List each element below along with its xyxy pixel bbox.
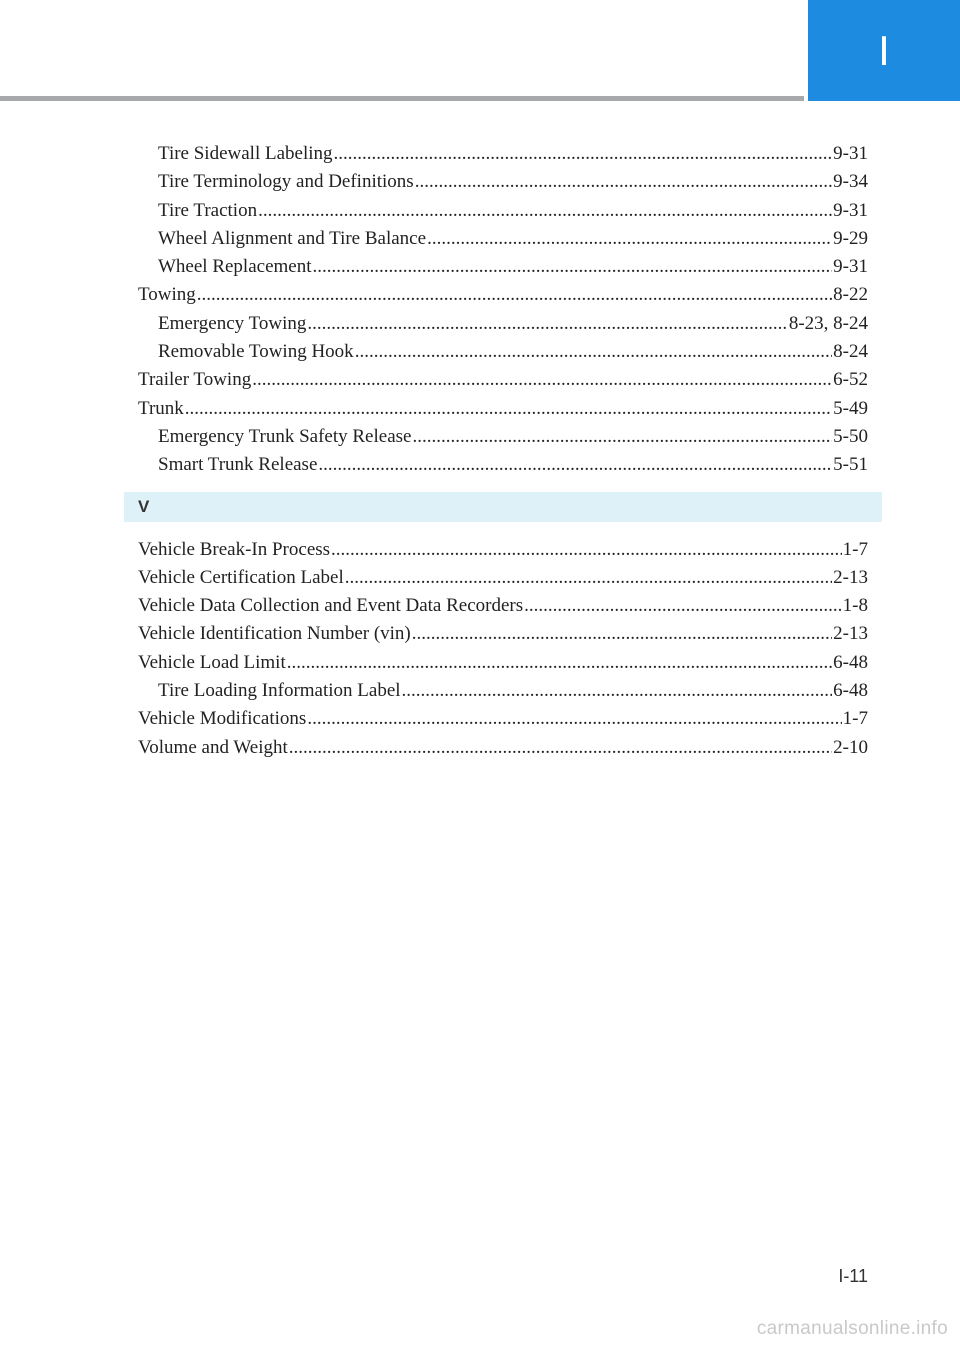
index-entry xyxy=(138,310,868,338)
entry-page-ref: 1-7 xyxy=(842,708,868,730)
section-tab xyxy=(808,0,960,101)
dot-leader xyxy=(287,649,832,677)
dot-leader xyxy=(258,197,832,225)
dot-leader xyxy=(307,705,841,733)
letter-heading-v xyxy=(124,492,882,522)
dot-leader xyxy=(345,564,832,592)
dot-leader xyxy=(185,395,832,423)
entry-page-ref: 1-7 xyxy=(842,538,868,560)
entry-label: Trailer Towing xyxy=(138,369,252,391)
dot-leader xyxy=(412,423,832,451)
entry-label: Trunk xyxy=(138,397,184,419)
dot-leader xyxy=(415,168,832,196)
dot-leader xyxy=(402,677,833,705)
entry-label: Tire Traction xyxy=(158,199,258,221)
entry-label: Vehicle Data Collection and Event Data Recorders xyxy=(138,595,524,617)
index-entry xyxy=(138,253,868,281)
index-entry xyxy=(138,592,868,620)
index-entry xyxy=(138,451,868,479)
index-entry xyxy=(138,366,868,394)
dot-leader xyxy=(334,140,833,168)
entry-page-ref: 9-29 xyxy=(833,227,868,249)
index-entry xyxy=(138,281,868,309)
index-entry xyxy=(138,197,868,225)
index-entry xyxy=(138,395,868,423)
entry-label: Emergency Towing xyxy=(158,312,307,334)
entry-page-ref: 2-13 xyxy=(833,566,868,588)
entry-label: Tire Terminology and Definitions xyxy=(158,171,414,193)
letter-heading-label: V xyxy=(138,496,150,516)
dot-leader xyxy=(289,734,832,762)
entry-page-ref: 1-8 xyxy=(842,595,868,617)
index-group-t xyxy=(138,140,868,480)
dot-leader xyxy=(252,366,832,394)
entry-page-ref: 8-22 xyxy=(833,284,868,306)
dot-leader xyxy=(197,281,832,309)
entry-page-ref: 2-13 xyxy=(833,623,868,645)
entry-label: Vehicle Modifications xyxy=(138,708,307,730)
entry-page-ref: 6-48 xyxy=(833,680,868,702)
entry-page-ref: 2-10 xyxy=(833,736,868,758)
index-entry xyxy=(138,564,868,592)
entry-label: Vehicle Load Limit xyxy=(138,651,286,673)
index-entry xyxy=(138,338,868,366)
index-entry xyxy=(138,734,868,762)
entry-page-ref: 5-50 xyxy=(833,425,868,447)
entry-label: Vehicle Certification Label xyxy=(138,566,344,588)
dot-leader xyxy=(524,592,842,620)
entry-label: Towing xyxy=(138,284,196,306)
entry-page-ref: 6-48 xyxy=(833,651,868,673)
index-entry xyxy=(138,620,868,648)
entry-label: Vehicle Identification Number (vin) xyxy=(138,623,411,645)
index-list xyxy=(138,140,868,762)
section-letter: I xyxy=(878,26,890,74)
dot-leader xyxy=(307,310,787,338)
entry-label: Smart Trunk Release xyxy=(158,454,318,476)
index-entry xyxy=(138,705,868,733)
index-entry xyxy=(138,677,868,705)
dot-leader xyxy=(412,620,832,648)
index-entry xyxy=(138,536,868,564)
dot-leader xyxy=(331,536,842,564)
dot-leader xyxy=(427,225,832,253)
entry-label: Tire Loading Information Label xyxy=(158,680,401,702)
page-number: I-11 xyxy=(838,1266,868,1286)
entry-page-ref: 9-31 xyxy=(833,256,868,278)
index-group-v xyxy=(138,536,868,762)
index-entry xyxy=(138,649,868,677)
entry-label: Vehicle Break-In Process xyxy=(138,538,331,560)
entry-label: Wheel Replacement xyxy=(158,256,312,278)
entry-label: Removable Towing Hook xyxy=(158,341,354,363)
entry-label: Volume and Weight xyxy=(138,736,288,758)
entry-page-ref: 5-51 xyxy=(833,454,868,476)
entry-label: Emergency Trunk Safety Release xyxy=(158,425,412,447)
index-entry xyxy=(138,140,868,168)
entry-label: Tire Sidewall Labeling xyxy=(158,143,333,164)
header-rule xyxy=(0,96,804,101)
entry-page-ref: 6-52 xyxy=(833,369,868,391)
dot-leader xyxy=(313,253,833,281)
entry-page-ref: 8-24 xyxy=(833,341,868,363)
entry-page-ref: 9-31 xyxy=(833,199,868,221)
entry-page-ref: 5-49 xyxy=(833,397,868,419)
index-entry xyxy=(138,168,868,196)
dot-leader xyxy=(355,338,832,366)
watermark: carmanualsonline.info xyxy=(756,1318,948,1339)
index-entry xyxy=(138,225,868,253)
entry-label: Wheel Alignment and Tire Balance xyxy=(158,227,427,249)
entry-page-ref: 9-31 xyxy=(833,143,868,164)
dot-leader xyxy=(318,451,832,479)
entry-page-ref: 9-34 xyxy=(833,171,868,193)
entry-page-ref: 8-23, 8-24 xyxy=(788,312,868,334)
index-entry xyxy=(138,423,868,451)
